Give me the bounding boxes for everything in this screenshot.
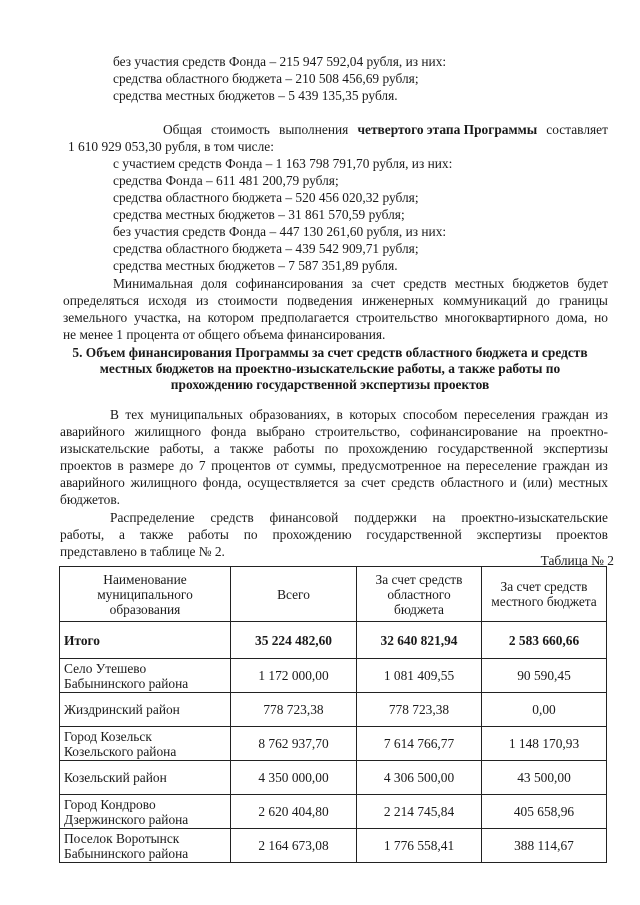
cell-total: 8 762 937,70 xyxy=(231,727,357,761)
word: по xyxy=(243,527,258,542)
text-line: средства местных бюджетов – 5 439 135,35 рубля. xyxy=(113,88,398,103)
name-line: Бабынинского района xyxy=(64,675,189,691)
cell-total: 2 164 673,08 xyxy=(231,829,357,863)
cell-total: 1 172 000,00 xyxy=(231,659,357,693)
word: средств xyxy=(391,475,435,490)
word: экспертизы xyxy=(543,441,608,456)
word: границы xyxy=(559,293,608,308)
word: процентов xyxy=(211,458,271,473)
word: строительство, xyxy=(314,424,401,439)
word: тех xyxy=(125,407,144,422)
justified-line xyxy=(60,424,608,440)
text-line: с участием средств Фонда – 1 163 798 791,70 рубля, из них: xyxy=(113,156,453,171)
word: доля xyxy=(201,276,228,291)
word: местных xyxy=(454,276,505,291)
cell-name xyxy=(60,727,231,761)
word: работы xyxy=(273,441,315,456)
heading-line: прохождению государственной экспертизы проектов xyxy=(170,377,490,392)
word: экспертизы xyxy=(476,527,542,542)
word: изыскательские xyxy=(60,441,150,456)
word: на xyxy=(447,458,461,473)
heading-line: местных бюджетов на проектно-изыскательские работы, а также работы по xyxy=(99,361,561,376)
cell-regional: 778 723,38 xyxy=(357,693,482,727)
word: граждан xyxy=(541,407,589,422)
word: фонда xyxy=(211,424,247,439)
name-line: Козельского района xyxy=(64,743,177,759)
word: но xyxy=(594,310,608,325)
text-line: бюджетов. xyxy=(60,492,121,507)
word: осуществляется xyxy=(247,475,339,490)
word: инженерных xyxy=(361,293,434,308)
word: проектов xyxy=(60,458,112,473)
stage-name-bold: четвертого этапа Программы xyxy=(357,122,538,137)
word: на xyxy=(432,510,446,525)
word: выбрано xyxy=(256,424,305,439)
header-local: За счет средств местного бюджета xyxy=(482,567,607,622)
cell-regional: 7 614 766,77 xyxy=(357,727,482,761)
cell-local: 0,00 xyxy=(482,693,607,727)
word: работы, xyxy=(60,527,105,542)
text-line: не менее 1 процента от общего объема финансирования. xyxy=(63,327,386,342)
word: муниципальных xyxy=(150,407,243,422)
cell-regional: 4 306 500,00 xyxy=(357,761,482,795)
word: из xyxy=(595,458,608,473)
word: которых xyxy=(349,407,397,422)
justified-line xyxy=(60,441,608,457)
name-line: Город Козельск xyxy=(64,728,152,744)
word: жилищного xyxy=(134,424,202,439)
text-line: средства Фонда – 611 481 200,79 рубля; xyxy=(113,173,339,188)
stage4-intro-line xyxy=(163,122,608,138)
word: составляет xyxy=(546,122,608,137)
word: предполагается xyxy=(260,310,350,325)
word: В xyxy=(110,407,119,422)
word: а xyxy=(213,441,220,456)
word: подведения xyxy=(287,293,353,308)
header-name: Наименование муниципального образования xyxy=(60,567,231,622)
name-line: Бабынинского района xyxy=(64,845,189,861)
cell-total: 4 350 000,00 xyxy=(231,761,357,795)
justified-line xyxy=(110,510,608,526)
name-line: Жиздринский район xyxy=(64,702,180,717)
name-line: Козельский район xyxy=(64,770,167,785)
word: средств xyxy=(210,510,254,525)
word: и xyxy=(509,475,517,490)
word: суммы, xyxy=(294,458,336,473)
cell-local: 43 500,00 xyxy=(482,761,607,795)
text-line: без участия средств Фонда – 447 130 261,60 рубля, из них: xyxy=(113,224,447,239)
word: от xyxy=(276,458,289,473)
word: на xyxy=(187,310,201,325)
word: дома, xyxy=(556,310,588,325)
word: на xyxy=(527,424,541,439)
word: средств xyxy=(403,276,447,291)
cell-local: 405 658,96 xyxy=(482,795,607,829)
word: размере xyxy=(129,458,175,473)
text-line: средства местных бюджетов – 7 587 351,89 рубля. xyxy=(113,258,398,273)
word: проектно-изыскательские xyxy=(461,510,608,525)
text-line: средства областного бюджета – 520 456 020,32 рубля; xyxy=(113,190,419,205)
word: по xyxy=(324,441,339,456)
word: котором xyxy=(207,310,254,325)
word: государственной xyxy=(366,527,462,542)
word: поддержки xyxy=(354,510,417,525)
text-line: представлено в таблице № 2. xyxy=(60,544,225,559)
word: участка, xyxy=(134,310,181,325)
word: софинансирование xyxy=(410,424,518,439)
cell-regional: 32 640 821,94 xyxy=(357,622,482,659)
table-header-row xyxy=(60,567,607,622)
word: выполнения xyxy=(279,122,349,137)
cell-regional: 2 214 745,84 xyxy=(357,795,482,829)
text-line: 1 610 929 053,30 рубля, в том числе: xyxy=(68,139,274,154)
cell-name xyxy=(60,693,231,727)
header-regional: За счет средств областного бюджета xyxy=(357,567,482,622)
word: стоимости xyxy=(217,293,278,308)
justified-line xyxy=(63,310,608,326)
text-line: средства областного бюджета – 210 508 456,69 рубля; xyxy=(113,71,419,86)
word: финансовой xyxy=(269,510,339,525)
word: прохождению xyxy=(272,527,352,542)
cell-regional: 1 081 409,55 xyxy=(357,659,482,693)
table-row xyxy=(60,761,607,795)
name-line: Дзержинского района xyxy=(64,811,189,827)
word: в xyxy=(117,458,124,473)
word: государственной xyxy=(437,441,534,456)
cell-regional: 1 776 558,41 xyxy=(357,829,482,863)
word: Общая xyxy=(163,122,202,137)
cell-name xyxy=(60,761,231,795)
word: строительство xyxy=(356,310,438,325)
word: работы xyxy=(188,527,229,542)
header-total: Всего xyxy=(231,567,357,622)
word: также xyxy=(139,527,174,542)
justified-line xyxy=(60,458,608,474)
justified-line xyxy=(110,407,608,423)
word: а xyxy=(119,527,125,542)
cell-total: 35 224 482,60 xyxy=(231,622,357,659)
section-heading xyxy=(60,345,600,393)
word: Распределение xyxy=(110,510,195,525)
word: исходя xyxy=(148,293,187,308)
cell-local: 2 583 660,66 xyxy=(482,622,607,659)
justified-line xyxy=(63,293,608,309)
justified-line xyxy=(60,475,608,491)
word: (или) xyxy=(522,475,553,490)
word: также xyxy=(229,441,264,456)
cell-name: Итого xyxy=(60,622,231,659)
word: граждан xyxy=(542,458,590,473)
word: софинансирования xyxy=(235,276,344,291)
cell-local: 388 114,67 xyxy=(482,829,607,863)
cell-name xyxy=(60,659,231,693)
word: переселение xyxy=(465,458,537,473)
table-row xyxy=(60,829,607,863)
text-line: средства местных бюджетов – 31 861 570,59 рубля; xyxy=(113,207,405,222)
word: местных xyxy=(558,475,608,490)
cell-total: 2 620 404,80 xyxy=(231,795,357,829)
table-row xyxy=(60,693,607,727)
word: до xyxy=(179,458,194,473)
word: будет xyxy=(577,276,608,291)
word: в xyxy=(336,407,343,422)
word: жилищного xyxy=(130,475,197,490)
word: 7 xyxy=(198,458,206,473)
word: фонда, xyxy=(202,475,242,490)
text-line: без участия средств Фонда – 215 947 592,04 рубля, из них: xyxy=(113,54,447,69)
table-total-row xyxy=(60,622,607,659)
word: счет xyxy=(370,276,396,291)
word: проектов xyxy=(556,527,608,542)
table-row xyxy=(60,659,607,693)
word: бюджетов xyxy=(512,276,570,291)
word: многоквартирного xyxy=(444,310,550,325)
word: Минимальная xyxy=(113,276,193,291)
word: способом xyxy=(402,407,458,422)
cell-name xyxy=(60,795,231,829)
funding-table xyxy=(59,566,607,863)
cell-total: 778 723,38 xyxy=(231,693,357,727)
cell-local: 1 148 170,93 xyxy=(482,727,607,761)
word: аварийного xyxy=(60,424,125,439)
word: счет xyxy=(361,475,386,490)
word: земельного xyxy=(63,310,128,325)
justified-line xyxy=(60,527,608,543)
table-row xyxy=(60,727,607,761)
word: переселения xyxy=(463,407,536,422)
word: стоимость xyxy=(211,122,270,137)
word: проектно- xyxy=(550,424,608,439)
word: за xyxy=(351,276,363,291)
word: за xyxy=(344,475,356,490)
justified-line xyxy=(113,276,608,292)
word: аварийного xyxy=(60,475,125,490)
word: из xyxy=(195,293,209,308)
name-line: Село Утешево xyxy=(64,660,147,676)
table-caption: Таблица № 2 xyxy=(540,553,614,568)
name-line: Поселок Воротынск xyxy=(64,830,180,846)
word: до xyxy=(536,293,550,308)
word: образованиях, xyxy=(249,407,331,422)
text-line: средства областного бюджета – 439 542 909,71 рубля; xyxy=(113,241,419,256)
word: определяться xyxy=(63,293,139,308)
word: предусмотренное xyxy=(341,458,442,473)
table-row xyxy=(60,795,607,829)
word: работы, xyxy=(159,441,204,456)
word: областного xyxy=(440,475,504,490)
word: коммуникаций xyxy=(443,293,528,308)
name-line: Город Кондрово xyxy=(64,796,156,812)
word: из xyxy=(595,407,608,422)
heading-line: 5. Объем финансирования Программы за счет средств областного бюджета и средств xyxy=(72,345,588,360)
cell-local: 90 590,45 xyxy=(482,659,607,693)
cell-name xyxy=(60,829,231,863)
word: прохождению xyxy=(348,441,428,456)
